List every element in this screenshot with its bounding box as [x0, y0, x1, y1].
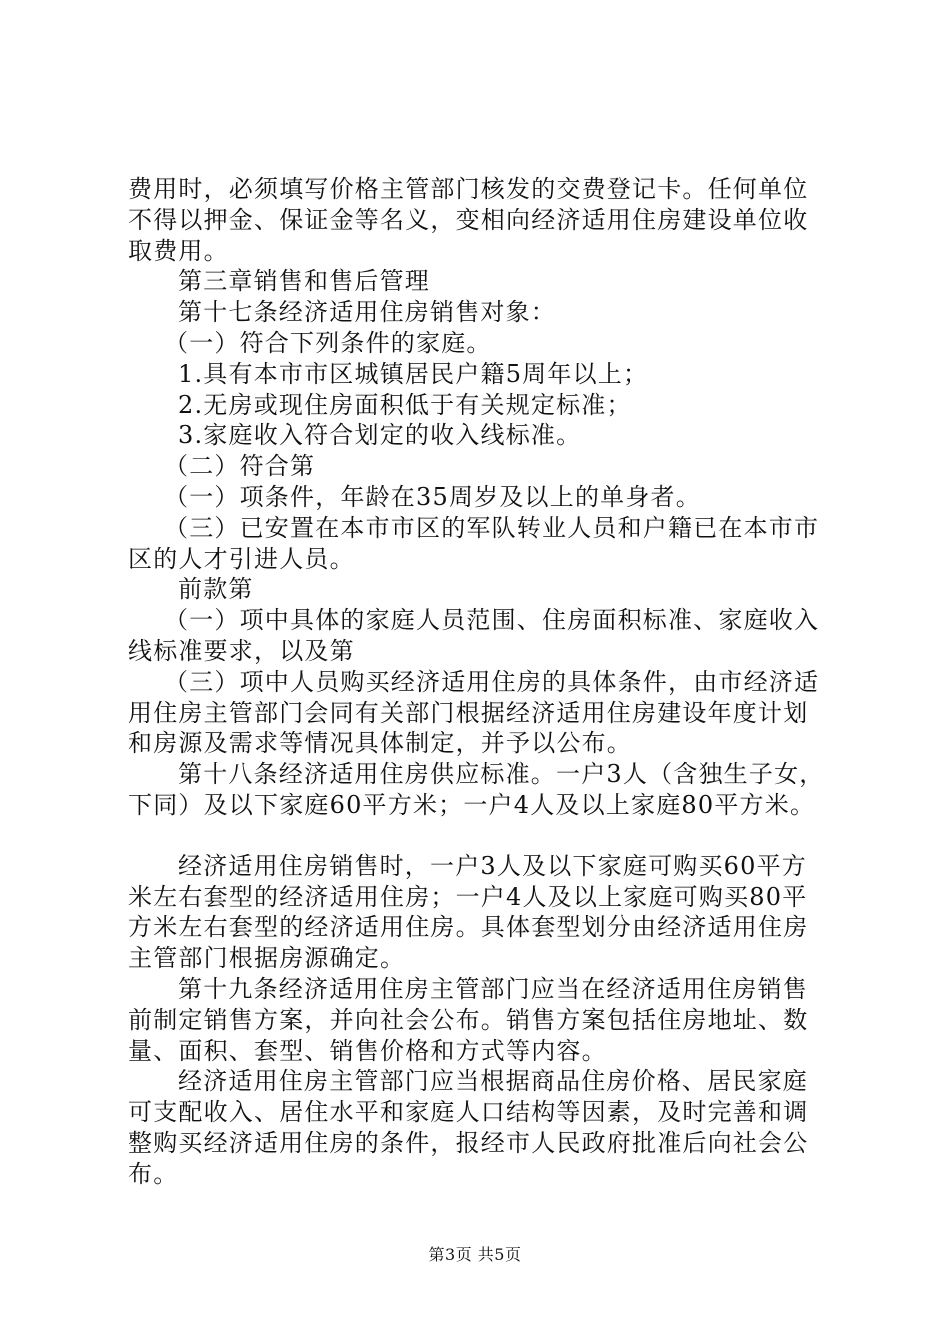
condition-1: 1.具有本市市区城镇居民户籍5周年以上； [178, 359, 649, 388]
clause-1: （一）符合下列条件的家庭。 [164, 328, 492, 357]
article-17-heading: 第十七条经济适用住房销售对象： [178, 298, 556, 327]
paragraph-sales-standard: 经济适用住房销售时，一户3人及以下家庭可购买60平方米左右套型的经济适用住房；一户4人及以上家庭可购买80平方米左右套型的经济适用住房。具体套型划分由经济适用住房主管部门根据房源确定。 [128, 851, 809, 973]
article-18: 第十八条经济适用住房供应标准。一户3人（含独生子女，下同）及以下家庭60平方米；一户4人及以上家庭80平方米。 [128, 760, 825, 819]
clause-3: （三）已安置在本市市区的军队转业人员和户籍已在本市市区的人才引进人员。 [128, 513, 820, 573]
page-footer [0, 1242, 950, 1265]
paragraph-1: 费用时，必须填写价格主管部门核发的交费登记卡。任何单位不得以押金、保证金等名义，变相向经济适用住房建设单位收取费用。 [128, 175, 809, 265]
paragraph-item-1: （一）项中具体的家庭人员范围、住房面积标准、家庭收入线标准要求，以及第 [128, 606, 820, 665]
paragraph-conditions-adjust: 经济适用住房主管部门应当根据商品住房价格、居民家庭可支配收入、居住水平和家庭人口结构等因素，及时完善和调整购买经济适用住房的条件，报经市人民政府批准后向社会公布。 [128, 1067, 809, 1188]
condition-3: 3.家庭收入符合划定的收入线标准。 [178, 421, 582, 450]
article-19: 第十九条经济适用住房主管部门应当在经济适用住房销售前制定销售方案，并向社会公布。销售方案包括住房地址、数量、面积、套型、销售价格和方式等内容。 [128, 974, 809, 1065]
page-number: 第3页 共5页 [428, 1245, 522, 1264]
chapter-heading: 第三章销售和售后管理 [178, 267, 430, 296]
clause-2: （二）符合第 [164, 452, 316, 481]
paragraph-preceding: 前款第 [178, 575, 254, 604]
blank-line [128, 821, 828, 851]
condition-2: 2.无房或现住房面积低于有关规定标准； [178, 390, 632, 419]
document-body [128, 174, 828, 1190]
paragraph-item-3: （三）项中人员购买经济适用住房的具体条件，由市经济适用住房主管部门会同有关部门根据经济适用住房建设年度计划和房源及需求等情况具体制定，并予以公布。 [128, 667, 820, 758]
clause-2-continued: （一）项条件，年龄在35周岁及以上的单身者。 [164, 482, 701, 511]
